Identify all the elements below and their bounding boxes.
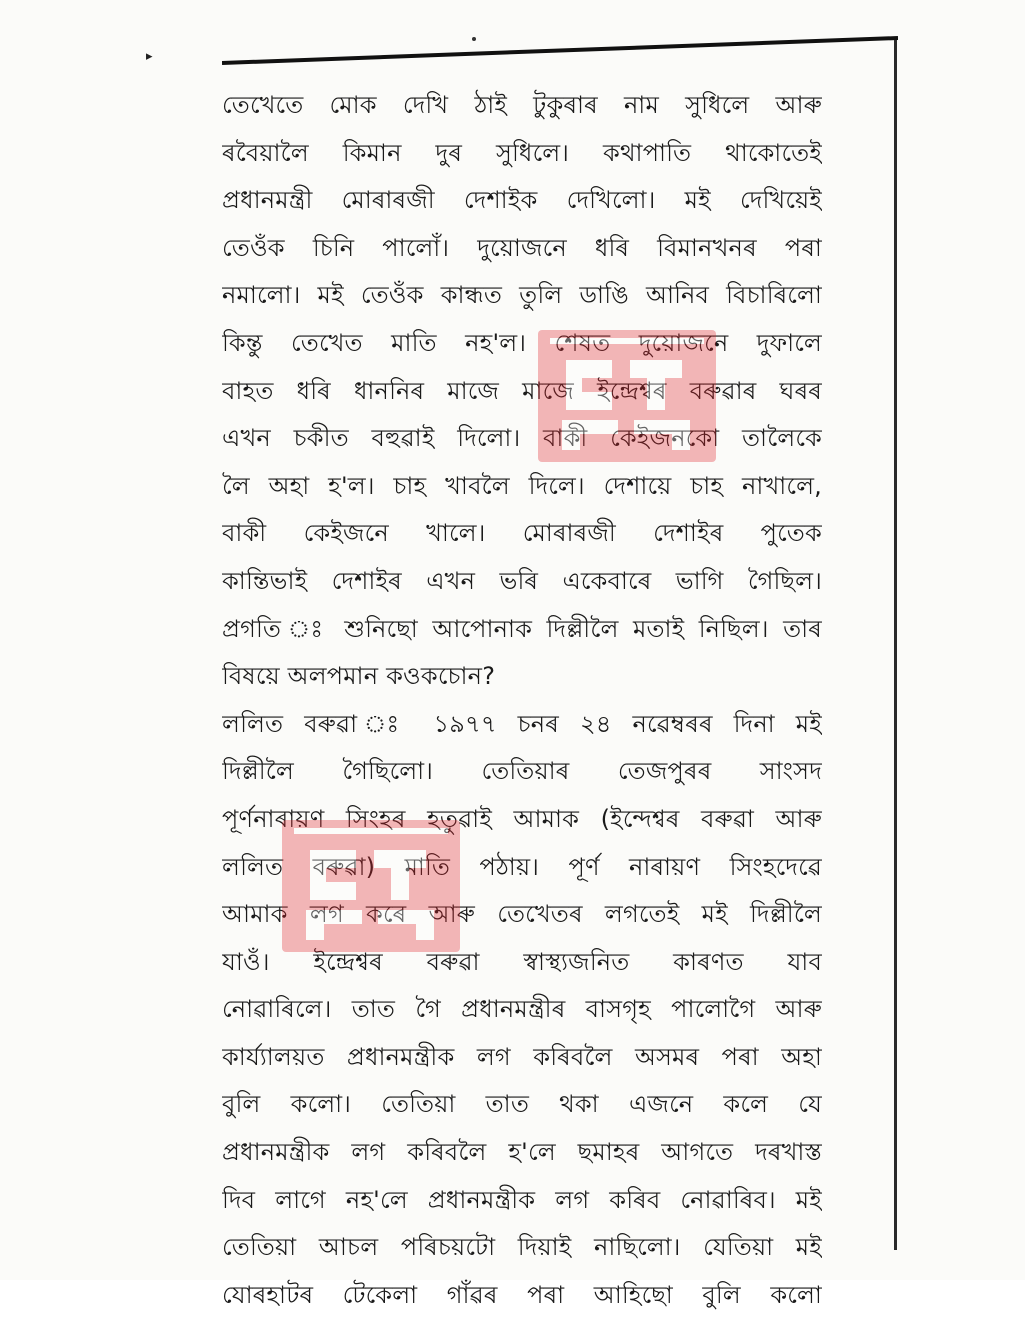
text-line: বিষয়ে অলপমান কওকচোন? xyxy=(222,662,496,691)
text-line: বাহত ধৰি ধাননিৰ মাজে মাজে ইন্দ্ৰেশ্বৰ বৰুৱাৰ ঘৰৰ xyxy=(222,376,822,405)
text-line: প্ৰধানমন্ত্ৰী মোৰাৰজী দেশাইক দেখিলো। মই দেখিয়েই xyxy=(222,186,822,215)
top-rule xyxy=(222,35,898,65)
text-line: যোৰহাটৰ টেকেলা গাঁৱৰ পৰা আহিছো বুলি কলো xyxy=(222,1280,822,1309)
text-line: প্ৰধানমন্ত্ৰীক লগ কৰিবলৈ হ'লে ছমাহৰ আগতে দৰখাস্ত xyxy=(222,1138,822,1167)
text-line: কাৰ্য্যালয়ত প্ৰধানমন্ত্ৰীক লগ কৰিবলৈ অসমৰ পৰা অহা xyxy=(222,1042,822,1071)
text-line: তেতিয়া আচল পৰিচয়টো দিয়াই নাছিলো। যেতিয়া মই xyxy=(222,1233,822,1262)
text-line: কান্তিভাই দেশাইৰ এখন ভৰি একেবাৰে ভাগি গৈছিল। xyxy=(222,566,822,595)
text-line: ললিত বৰুৱা) মাতি পঠায়। পূৰ্ণ নাৰায়ণ সিংহদেৱে xyxy=(222,852,822,881)
text-line: তেখেতে মোক দেখি ঠাই টুকুৰাৰ নাম সুধিলে আৰু xyxy=(222,91,822,119)
text-line: লৈ অহা হ'ল। চাহ খাবলৈ দিলে। দেশায়ে চাহ নাখালে, xyxy=(222,471,822,500)
text-line: কিন্তু তেখেত মাতি নহ'ল। শেষত দুয়োজনে দুফালে xyxy=(222,328,822,357)
text-line: বাকী কেইজনে খালে। মোৰাৰজী দেশাইৰ পুতেক xyxy=(222,519,822,548)
text-line: ৰবৈয়ালৈ কিমান দুৰ সুধিলে। কথাপাতি থাকোতেই xyxy=(222,138,822,167)
text-line: ললিত বৰুৱা ঃ ১৯৭৭ চনৰ ২৪ নৱেম্বৰৰ দিনা মই xyxy=(222,709,822,738)
text-line: এখন চকীত বহুৱাই দিলো। বাকী কেইজনকো তালৈকে xyxy=(222,424,822,453)
text-line: আমাক লগ কৰে আৰু তেখেতৰ লগতেই মই দিল্লীলৈ xyxy=(222,900,822,929)
text-line: নোৱাৰিলে। তাত গৈ প্ৰধানমন্ত্ৰীৰ বাসগৃহ পালোগৈ আৰু xyxy=(222,995,822,1024)
text-line: তেওঁক চিনি পালোঁ। দুয়োজনে ধৰি বিমানখনৰ পৰা xyxy=(222,233,822,262)
text-line: দিল্লীলৈ গৈছিলো। তেতিয়াৰ তেজপুৰৰ সাংসদ xyxy=(222,757,822,786)
text-line: যাওঁ। ইন্দ্ৰেশ্বৰ বৰুৱা স্বাস্থ্যজনিত কাৰণত যাব xyxy=(222,947,822,976)
top-dot xyxy=(472,37,476,41)
right-edge-rule xyxy=(894,40,897,1250)
text-line: পূৰ্ণনাৰায়ণ সিংহৰ হতুৱাই আমাক (ইন্দেশ্বৰ বৰুৱা আৰু xyxy=(222,804,822,833)
text-line: প্ৰগতি ঃ শুনিছো আপোনাক দিল্লীলৈ মতাই নিছিল। তাৰ xyxy=(222,614,822,643)
text-line: নমালো। মই তেওঁক কান্ধত তুলি ডাঙি আনিব বিচাৰিলো xyxy=(222,281,822,310)
text-line: বুলি কলো। তেতিয়া তাত থকা এজনে কলে যে xyxy=(222,1090,822,1119)
article-text xyxy=(222,82,822,1319)
margin-marker: ▸ xyxy=(146,49,153,64)
text-line: দিব লাগে নহ'লে প্ৰধানমন্ত্ৰীক লগ কৰিব নোৱাৰিব। মই xyxy=(222,1185,822,1214)
